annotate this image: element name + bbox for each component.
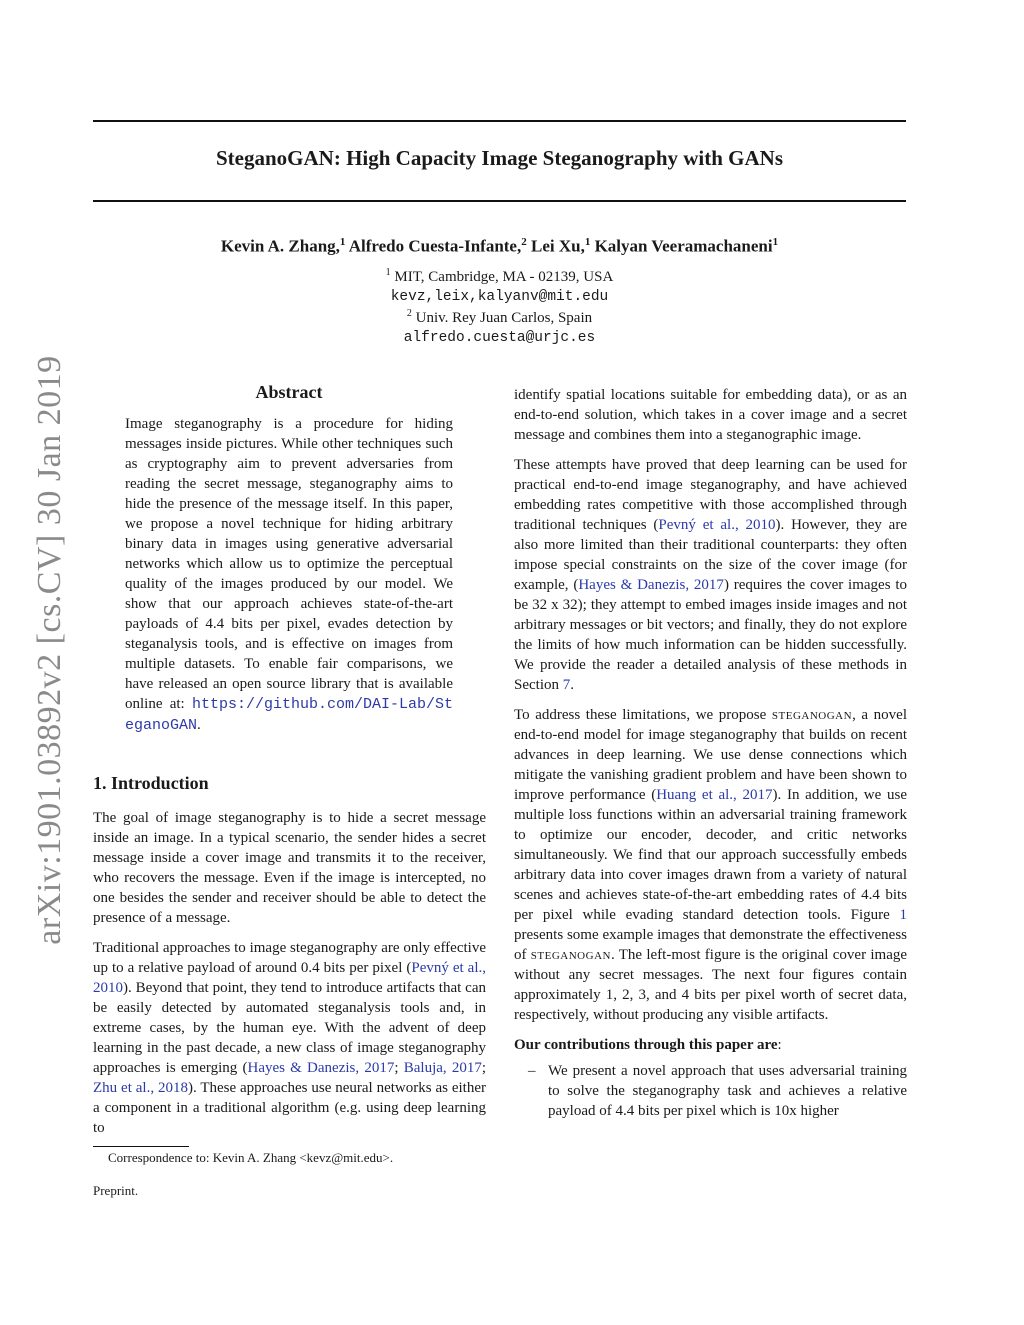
affil-number: 2	[406, 308, 412, 319]
right-paragraph-0: identify spatial locations suitable for embedding data), or as an end-to-end solution, which takes in a cover image and a secret message and combines them into a steganographic image.	[514, 387, 907, 443]
affil-place: MIT, Cambridge, MA - 02139, USA	[394, 269, 614, 285]
intro-paragraph-2	[93, 938, 486, 1138]
author-affil-mark: 1	[584, 236, 591, 248]
right-column	[514, 385, 907, 1131]
text-run: :	[777, 1037, 782, 1053]
abstract-heading: Abstract	[255, 382, 323, 402]
abstract-text: Image steganography is a procedure for hiding messages inside pictures. While other techniques such as cryptography aim to prevent adversaries from reading the secret message, steganography aims to hide the presence of the message itself. In this paper, we propose a novel technique for hiding arbitrary binary data in images using generative adversarial networks which allow us to optimize the perceptual quality of the images produced by our model. We show that our approach achieves state-of-the-art payloads of 4.4 bits per pixel, evades detection by steganalysis tools, and is effective on images from multiple datasets. To enable fair comparisons, we have released an open source library that is available online at:	[125, 416, 453, 712]
section-7-link[interactable]: 7	[562, 677, 571, 693]
text-run: presents some example images that demonstrate the effectiveness of	[514, 927, 907, 963]
text-run: ). However, they are also more limited than their traditional counterparts: they often impose special constraints on the size of the cover image (for example, (	[514, 517, 907, 593]
author-affil-mark: 1	[339, 236, 346, 248]
abstract-body	[125, 414, 453, 746]
text-run: .	[570, 677, 574, 693]
author-list	[93, 236, 906, 257]
affil-2-emails: alfredo.cuesta@urjc.es	[403, 330, 596, 346]
preprint-label: Preprint.	[93, 1183, 139, 1198]
text-run: ). These approaches use neural networks as either a component in a traditional algorithm (e.g. using deep learning to	[93, 1080, 486, 1136]
author-name: Alfredo Cuesta-Infante,	[348, 236, 522, 256]
intro-heading: 1. Introduction	[93, 773, 209, 793]
method-name: steganogan	[530, 947, 611, 963]
citation-baluja[interactable]: Baluja, 2017	[403, 1060, 482, 1076]
affiliation-1	[93, 267, 906, 286]
contributions-heading	[514, 1035, 907, 1055]
text-run: ). Beyond that point, they tend to introduce artifacts that can be easily detected by automated steganalysis tools and, in extreme cases, by the human eye. With the advent of deep learning in the past decade, a new class of image steganography approaches is emerging (	[93, 980, 486, 1076]
abstract-end: .	[197, 717, 201, 733]
right-paragraph-1	[514, 455, 907, 695]
text-run: . The left-most figure is the original cover image without any secret messages. The next four figures contain approximately 1, 2, 3, and 4 bits per pixel worth of secret data, respectively, without producing any visible artifacts.	[514, 947, 908, 1023]
citation-pevny[interactable]: Pevný et al., 2010	[93, 960, 486, 996]
contribution-item	[514, 1061, 907, 1121]
affiliation-2	[93, 308, 906, 327]
title-bottom-rule	[93, 200, 906, 202]
footnote-rule	[93, 1146, 189, 1147]
method-name: steganogan	[771, 707, 853, 723]
contribution-text: We present a novel approach that uses adversarial training to solve the steganography task and achieves a relative payload of 4.4 bits per pixel which is 10x higher	[548, 1063, 907, 1119]
author-name: Kalyan Veeramachaneni	[594, 236, 773, 256]
affil-place: Univ. Rey Juan Carlos, Spain	[415, 310, 593, 326]
github-link[interactable]: https://github.com/DAI-Lab/SteganoGAN	[125, 696, 453, 734]
title-top-rule	[93, 120, 906, 122]
figure-1-link[interactable]: 1	[899, 907, 907, 923]
author-name: Lei Xu,	[530, 236, 585, 256]
arxiv-side-stamp: arXiv:1901.03892v2 [cs.CV] 30 Jan 2019	[31, 355, 68, 945]
text-run: To address these limitations, we propose	[514, 707, 772, 723]
affil-1-emails: kevz,leix,kalyanv@mit.edu	[390, 289, 609, 305]
text-run: Our contributions through this paper are	[514, 1037, 778, 1053]
right-paragraph-2	[514, 705, 907, 1025]
intro-paragraph-1: The goal of image steganography is to hide a secret message inside an image. In a typical scenario, the sender hides a secret message inside a cover image and transmits it to the receiver, who recovers the message. Even if the image is intercepted, no one besides the sender and receiver should be able to detect the presence of a message.	[93, 810, 486, 926]
author-affil-mark: 2	[521, 236, 527, 248]
citation-hayes[interactable]: Hayes & Danezis, 2017	[578, 577, 724, 593]
author-name: Kevin A. Zhang,	[220, 236, 340, 256]
citation-huang[interactable]: Huang et al., 2017	[656, 787, 773, 803]
text-run: ). In addition, we use multiple loss functions within an adversarial training framework to optimize our encoder, decoder, and critic networks simultaneously. We find that our approach successfully embeds arbitrary data into cover images drawn from a variety of natural scenes and achieves state-of-the-art embedding rates of 4.4 bits per pixel while evading standard detection tools. Figure	[514, 787, 907, 923]
bullet-dash: –	[528, 1063, 536, 1079]
text-run: ) requires the cover images to be 32 x 32); they attempt to embed images inside images and not arbitrary messages or bit vectors; and finally, they do not explore the limits of how much information can be hidden successfully. We provide the reader a detailed analysis of these methods in Section	[514, 577, 907, 693]
text-run: ;	[394, 1060, 404, 1076]
affil-number: 1	[385, 267, 391, 278]
author-affil-mark: 1	[772, 236, 779, 248]
citation-hayes[interactable]: Hayes & Danezis, 2017	[247, 1060, 395, 1076]
paper-title: SteganoGAN: High Capacity Image Steganography with GANs	[215, 146, 784, 170]
text-run: These attempts have proved that deep learning can be used for practical end-to-end image steganography, and have achieved embedding rates competitive with those accomplished through traditional techniques (	[514, 457, 907, 533]
text-run: ;	[481, 1060, 487, 1076]
intro-body	[93, 808, 486, 1148]
text-run: , a novel end-to-end model for image steganography that builds on recent advances in deep learning. We use dense connections which mitigate the vanishing gradient problem and have been shown to improve performance (	[514, 707, 908, 803]
citation-pevny[interactable]: Pevný et al., 2010	[658, 517, 776, 533]
text-run: Traditional approaches to image steganography are only effective up to a relative payload of around 0.4 bits per pixel (	[93, 940, 486, 976]
footnote: Correspondence to: Kevin A. Zhang <kevz@mit.edu>.	[108, 1150, 394, 1165]
citation-zhu[interactable]: Zhu et al., 2018	[93, 1080, 188, 1096]
